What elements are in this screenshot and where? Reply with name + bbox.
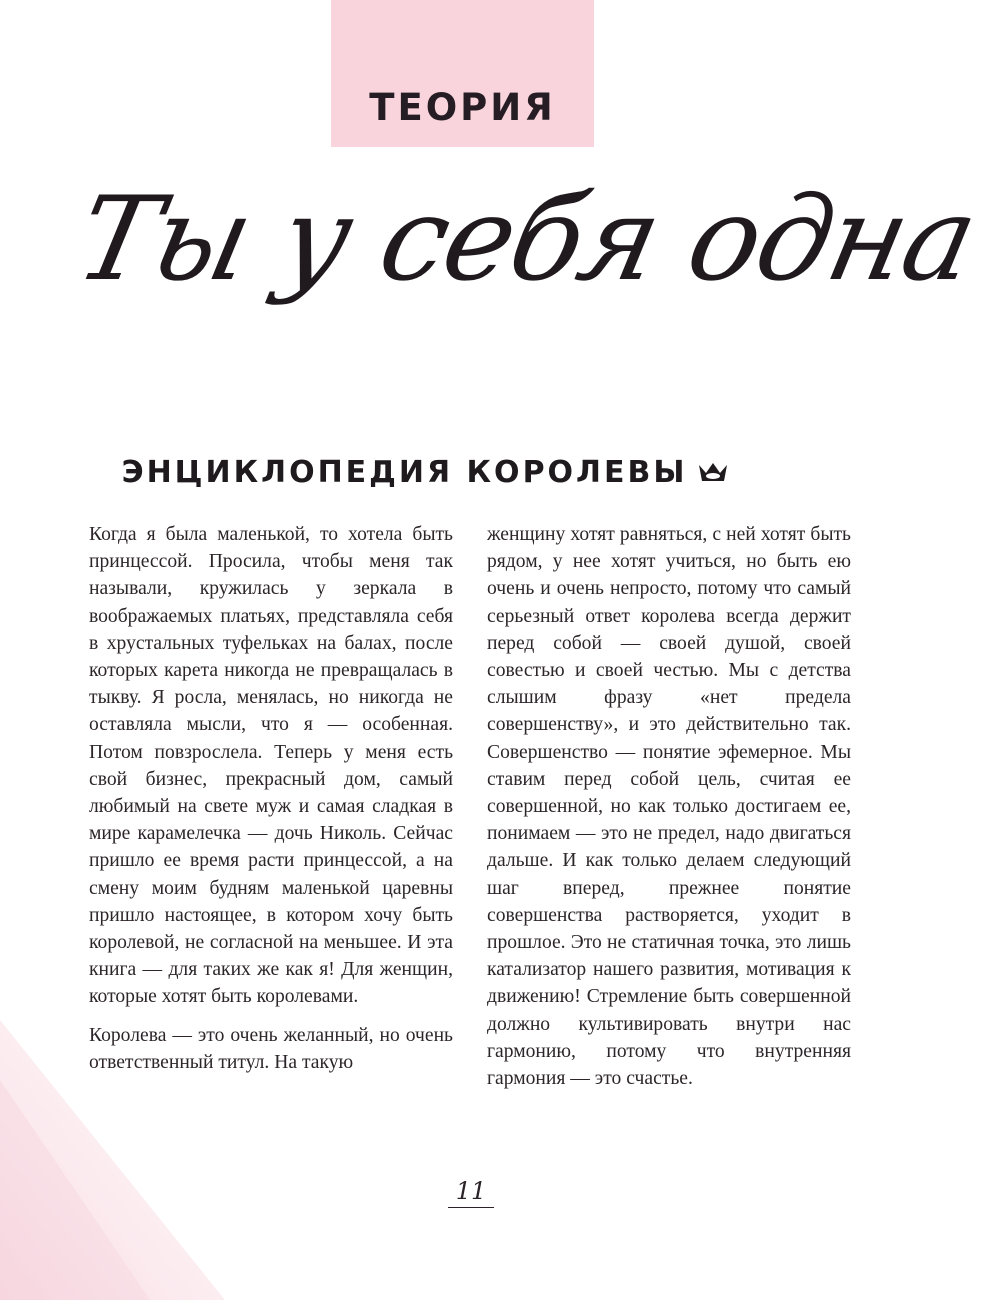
chapter-title: Ты у себя одна xyxy=(65,172,987,307)
section-tab-label: ТЕОРИЯ xyxy=(369,86,556,129)
section-tab xyxy=(331,0,594,147)
page-number: 11 xyxy=(448,1177,494,1208)
paragraph: Когда я была маленькой, то хотела быть принцессой. Просила, чтобы меня так называли, кружилась у зеркала в воображаемых платьях, представляла себя в хрустальных туфельках на балах, после которых карета никогда не превращалась в тыкву. Я росла, менялась, но никогда не оставляла мысли, что я — особенная. Потом повзрослела. Теперь у меня есть свой бизнес, прекрасный дом, самый любимый на свете муж и самая сладкая в мире карамелечка — дочь Николь. Сейчас пришло ее время расти принцессой, а на смену моим будням маленькой царевны пришло настоящее, в котором хочу быть королевой, не согласной на меньшее. И эта книга — для таких же как я! Для женщин, которые хотят быть королевами. xyxy=(89,524,453,1008)
crown-icon xyxy=(697,458,729,493)
section-heading xyxy=(0,455,851,493)
paragraph: Королева — это очень желанный, но очень ответственный титул. На такую xyxy=(89,1024,453,1073)
section-heading-text: ЭНЦИКЛОПЕДИЯ КОРОЛЕВЫ xyxy=(121,455,688,490)
paragraph: женщину хотят равняться, с ней хотят быть рядом, у нее хотят учиться, но быть ею очень и очень непросто, потому что самый серьезный ответ королева всегда держит перед собой — своей душой, своей совестью и своей честью. Мы с детства слышим фразу «нет предела совершенству», и это действительно так. Совершенство — понятие эфемерное. Мы ставим перед собой цель, считая ее совершенной, но как только достигаем ее, понимаем — это не предел, надо двигаться дальше. И как только делаем следующий шаг вперед, прежнее понятие совершенства растворяется, уходит в прошлое. Это не статичная точка, это лишь катализатор нашего развития, мотивация к движению! Стремление быть совершенной должно культивировать внутри нас гармонию, потому что внутренняя гармония — это счастье. xyxy=(487,524,851,1090)
text-column-right xyxy=(487,521,851,1103)
text-column-left xyxy=(89,521,453,1087)
